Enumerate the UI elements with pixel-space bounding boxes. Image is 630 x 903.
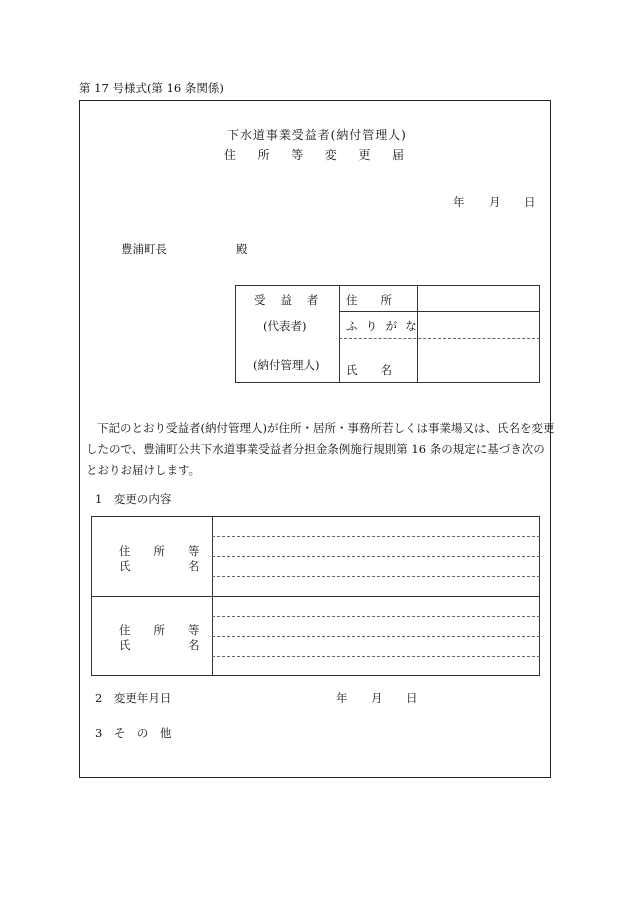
date-day: 日 bbox=[524, 195, 536, 209]
role-payment-manager: (納付管理人) bbox=[253, 358, 320, 372]
section-other: 3 そ の 他 bbox=[95, 726, 172, 740]
change-date-month: 月 bbox=[371, 691, 383, 705]
form-number: 第 17 号様式(第 16 条関係) bbox=[79, 81, 224, 95]
block2-address-label: 住 所 等 bbox=[119, 623, 200, 637]
name-field[interactable] bbox=[419, 340, 538, 381]
addressee-honorific: 殿 bbox=[236, 242, 248, 256]
furigana-field[interactable] bbox=[419, 313, 538, 337]
address-field[interactable] bbox=[419, 287, 538, 310]
block1-entry-field[interactable] bbox=[214, 518, 538, 594]
block2-name-label: 氏 名 bbox=[119, 638, 200, 652]
change-date-day: 日 bbox=[406, 691, 418, 705]
block2-entry-field[interactable] bbox=[214, 598, 538, 674]
block1-address-label: 住 所 等 bbox=[119, 544, 200, 558]
addressee-name: 豊浦町長 bbox=[121, 242, 167, 256]
form-title: 下水道事業受益者(納付管理人) bbox=[227, 128, 407, 142]
role-representative: (代表者) bbox=[263, 319, 307, 333]
address-label: 住 所 bbox=[346, 293, 392, 307]
furigana-label: ふ り が な bbox=[346, 319, 420, 333]
date-month: 月 bbox=[489, 195, 501, 209]
section-change-content: 1 変更の内容 bbox=[95, 492, 172, 506]
name-label: 氏 名 bbox=[346, 363, 392, 377]
role-beneficiary: 受 益 者 bbox=[254, 293, 321, 307]
declaration-text: 下記のとおり受益者(納付管理人)が住所・居所・事務所若しくは事業場又は、氏名を変更したので、豊浦町公共下水道事業受益者分担金条例施行規則第 16 条の規定に基づき次のとおりお届けします。 bbox=[86, 421, 555, 477]
form-subtitle: 住 所 等 変 更 届 bbox=[224, 148, 409, 162]
date-year: 年 bbox=[453, 195, 465, 209]
block1-name-label: 氏 名 bbox=[119, 559, 200, 573]
change-date-year: 年 bbox=[336, 691, 348, 705]
section-change-date: 2 変更年月日 bbox=[95, 691, 172, 705]
